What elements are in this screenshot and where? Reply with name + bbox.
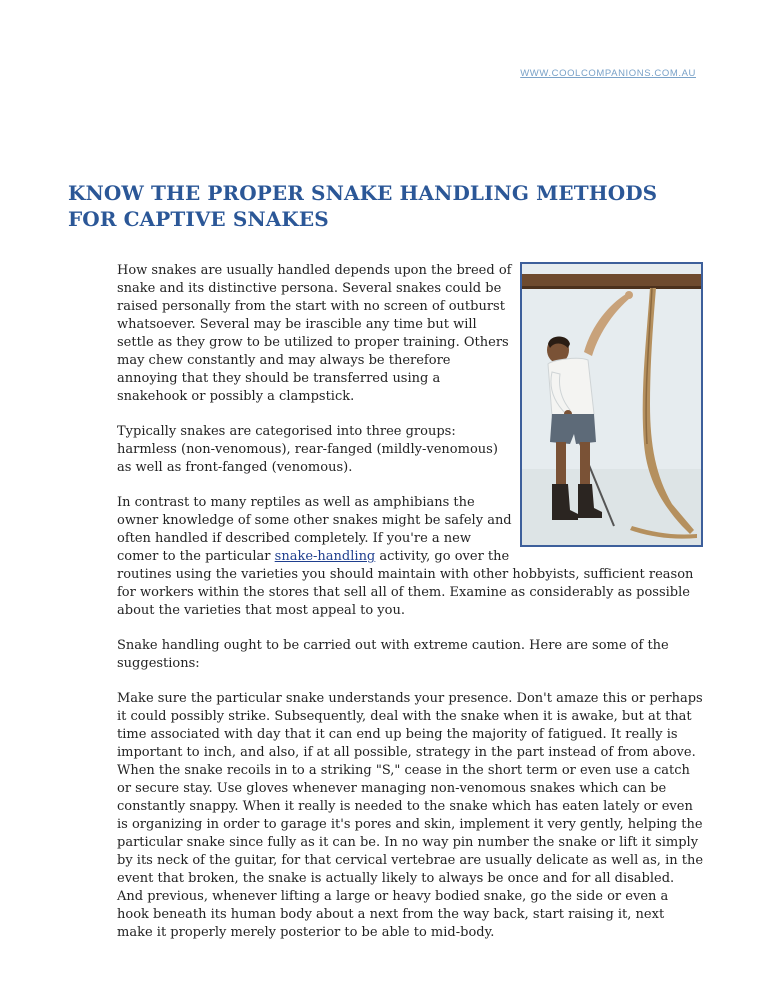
snake-handling-photo — [520, 262, 703, 547]
snake-handling-link[interactable]: snake-handling — [274, 549, 376, 564]
paragraph-knowledge-text-end: activity, go over the routines using the varieties you should maintain with other hobbyists, sufficient reason for workers within the stores that sell all of them. Examine as considerably as possible about the varieties that most appeal to you. — [117, 549, 694, 618]
paragraph-breed: How snakes are usually handled depends upon the breed of snake and its distinctive persona. Several snakes could be raised personally from the start with no screen of outburst whatsoever. Several may be irascible any time but will settle as they grow to be utilized to proper training. Others may chew constantly and may always be therefore annoying that they should be transferred using a snakehook or possibly a clampstick. — [117, 263, 512, 404]
article-body — [117, 262, 703, 959]
snake-handler-illustration — [522, 264, 701, 545]
article-title: KNOW THE PROPER SNAKE HANDLING METHODS FOR CAPTIVE SNAKES — [68, 181, 658, 231]
paragraph-groups: Typically snakes are categorised into three groups: harmless (non-venomous), rear-fanged (mildly-venomous) as well as front-fanged (venomous). — [117, 424, 498, 475]
paragraph-caution: Snake handling ought to be carried out with extreme caution. Here are some of the suggestions: — [117, 638, 669, 671]
paragraph-knowledge-text: In contrast to many reptiles as well as amphibians the owner knowledge of some other snakes might be safely and often handled if described completely. If you're a new comer to the particular — [117, 495, 512, 564]
paragraph-suggestions: Make sure the particular snake understands your presence. Don't amaze this or perhaps it could possibly strike. Subsequently, deal with the snake when it is awake, but at that time associated with day that it can end up being the majority of fatigued. It really is important to inch, and also, if at all possible, strategy in the part instead of from above. When the snake recoils in to a striking "S," cease in the short term or even use a catch or secure stay. Use gloves whenever managing non-venomous snakes which can be constantly snappy. When it really is needed to the snake which has eaten lately or even is organizing in order to garage it's pores and skin, implement it very gently, helping the particular snake since fully as it can be. In no way pin number the snake or lift it simply by its neck of the guitar, for that cervical vertebrae are usually delicate as well as, in the event that broken, the snake is actually likely to always be once and for all disabled. And previous, whenever lifting a large or heavy bodied snake, go the side or even a hook beneath its human body about a next from the way back, start raising it, next make it properly merely posterior to be able to mid-body. — [117, 691, 704, 940]
site-url-link[interactable]: WWW.COOLCOMPANIONS.COM.AU — [520, 68, 696, 79]
